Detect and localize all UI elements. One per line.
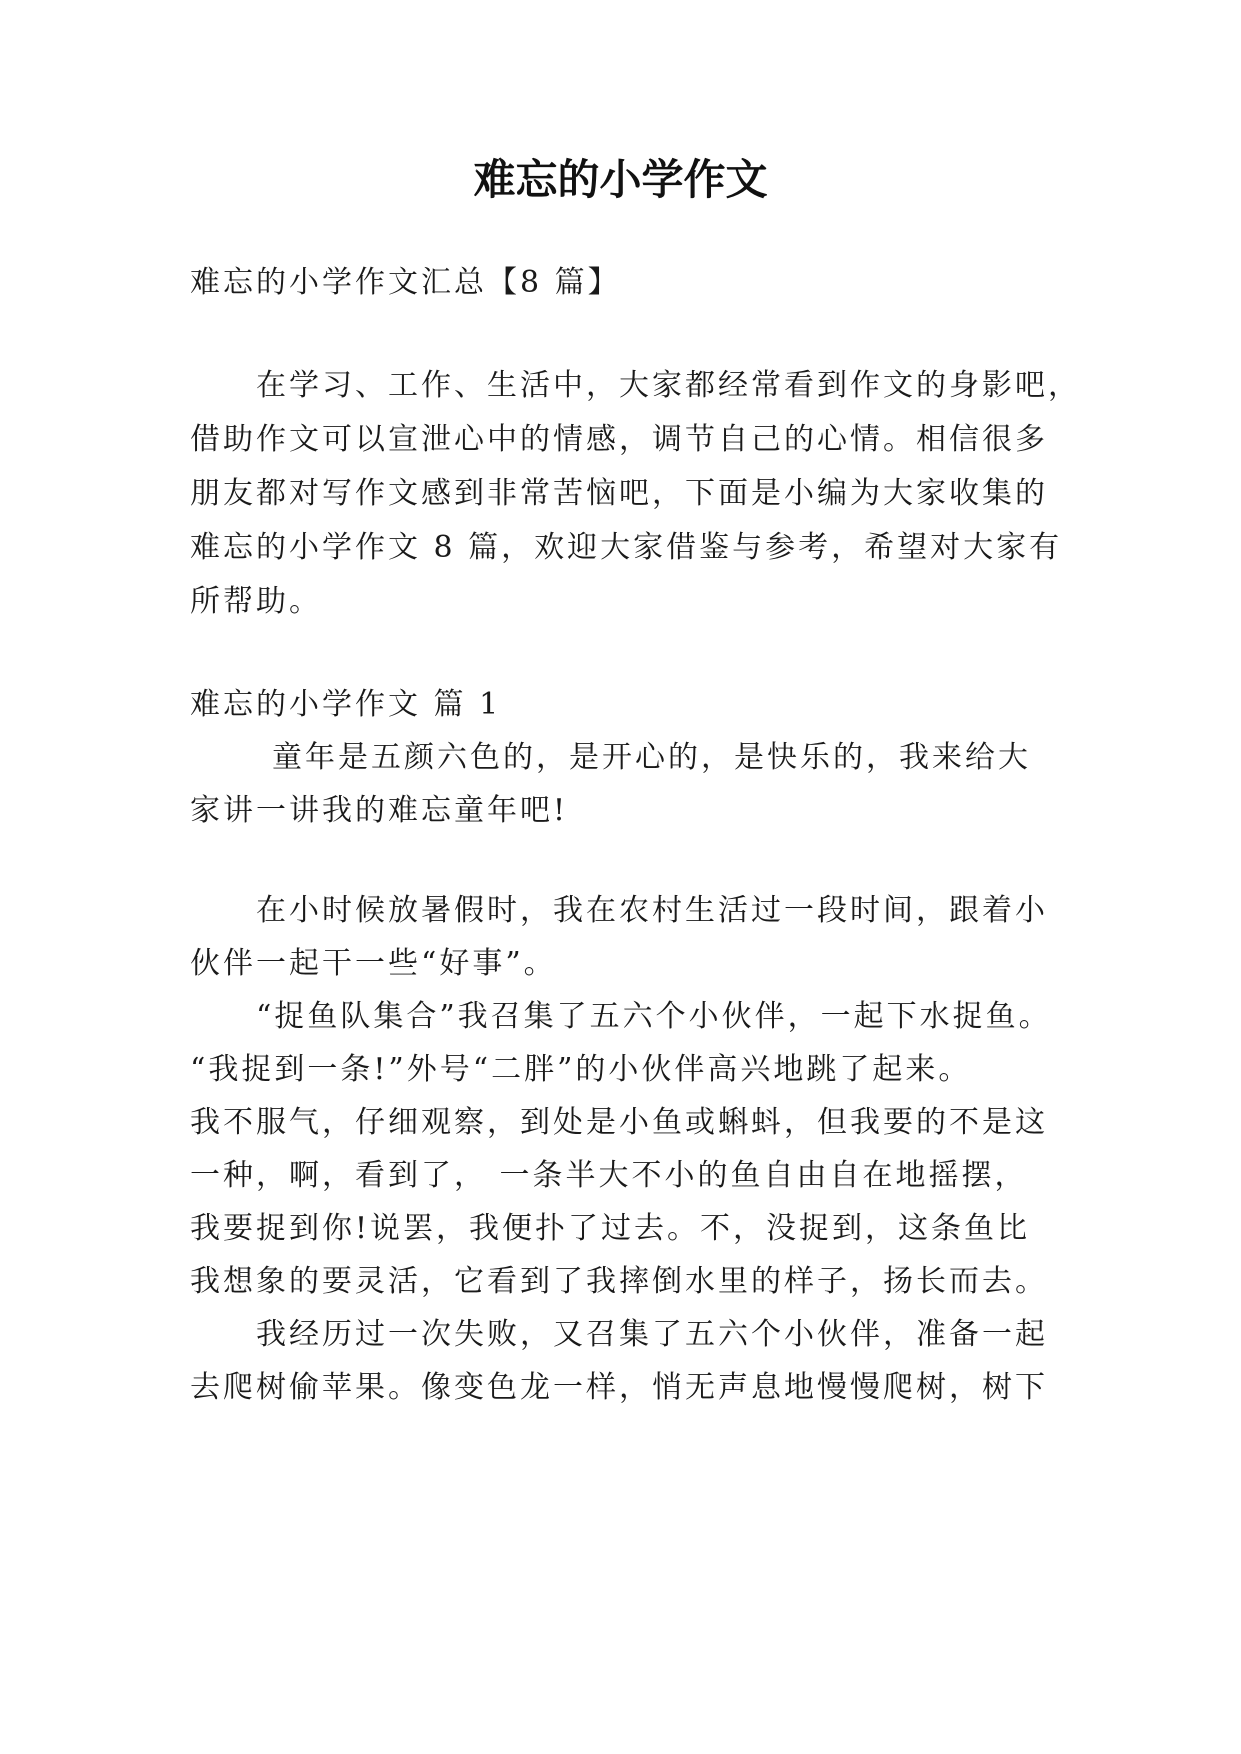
document-title: 难忘的小学作文 <box>473 155 768 204</box>
text-line: 家讲一讲我的难忘童年吧! <box>190 793 569 828</box>
text-line: 伙伴一起干一些“好事”。 <box>190 946 557 981</box>
section-heading: 难忘的小学作文 篇 1 <box>190 687 502 722</box>
text-line: 我要捉到你!说罢，我便扑了过去。不，没捉到，这条鱼比 <box>190 1211 1031 1246</box>
text-line: “捉鱼队集合”我召集了五六个小伙伴，一起下水捉鱼。 <box>256 999 1052 1034</box>
text-line: 我想象的要灵活，它看到了我摔倒水里的样子，扬长而去。 <box>190 1264 1048 1299</box>
text-line: 我经历过一次失败，又召集了五六个小伙伴，准备一起 <box>256 1317 1048 1352</box>
text-line: 在学习、工作、生活中，大家都经常看到作文的身影吧， <box>256 368 1081 403</box>
text-line: “我捉到一条!”外号“二胖”的小伙伴高兴地跳了起来。 <box>190 1052 972 1087</box>
text-line: 难忘的小学作文 8 篇，欢迎大家借鉴与参考，希望对大家有 <box>190 530 1063 565</box>
text-line: 去爬树偷苹果。像变色龙一样，悄无声息地慢慢爬树，树下 <box>190 1370 1048 1405</box>
text-line: 童年是五颜六色的，是开心的，是快乐的，我来给大 <box>272 740 1031 775</box>
document-subtitle: 难忘的小学作文汇总【8 篇】 <box>190 265 621 300</box>
text-line: 一种，啊，看到了， 一条半大不小的鱼自由自在地摇摆， <box>190 1158 1028 1193</box>
text-line: 借助作文可以宣泄心中的情感，调节自己的心情。相信很多 <box>190 422 1048 457</box>
text-line: 我不服气，仔细观察，到处是小鱼或蝌蚪，但我要的不是这 <box>190 1105 1048 1140</box>
text-line: 在小时候放暑假时，我在农村生活过一段时间，跟着小 <box>256 893 1048 928</box>
text-line: 朋友都对写作文感到非常苦恼吧，下面是小编为大家收集的 <box>190 476 1048 511</box>
text-line: 所帮助。 <box>190 584 322 619</box>
